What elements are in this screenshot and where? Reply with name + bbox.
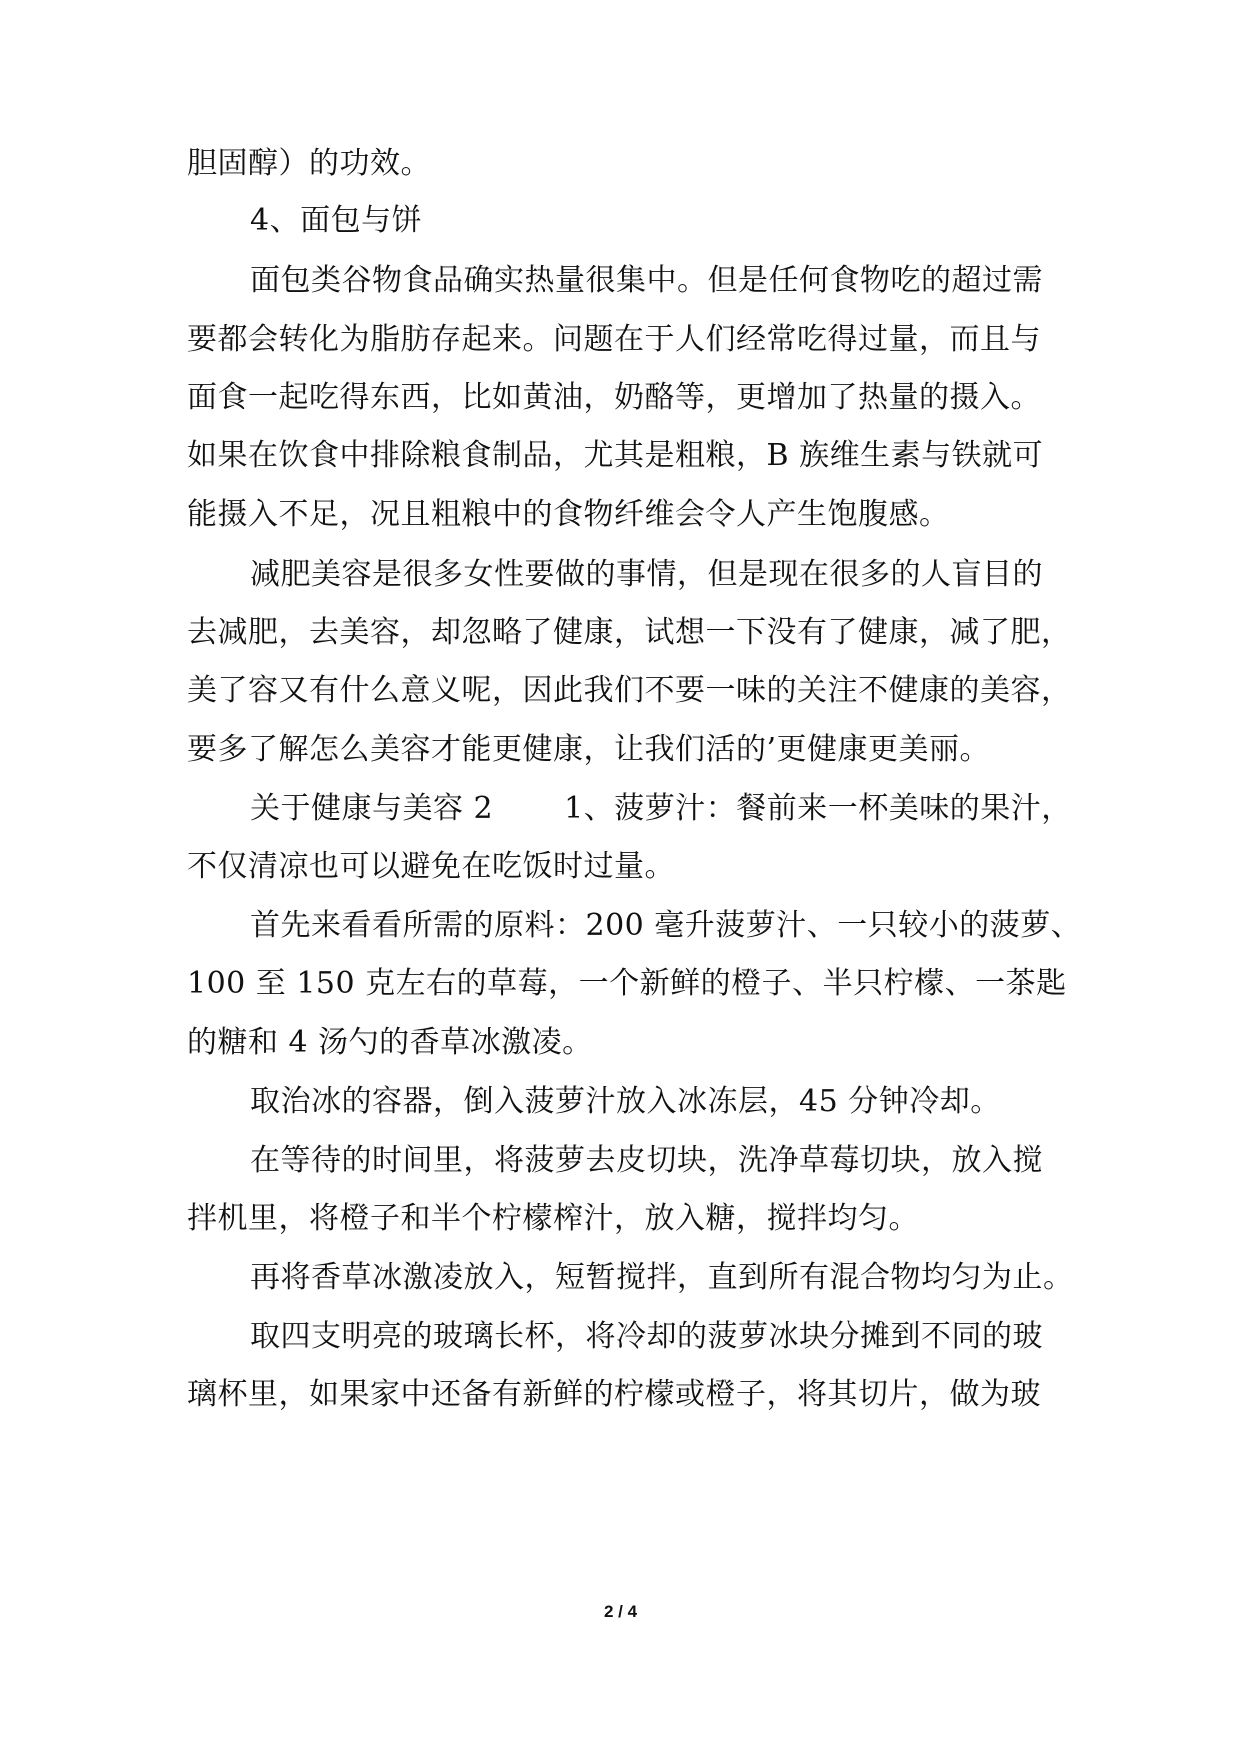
text-line: 璃杯里，如果家中还备有新鲜的柠檬或橙子，将其切片，做为玻 <box>187 1377 1041 1412</box>
text-line: 胆固醇）的功效。 <box>187 146 431 181</box>
text-line: 取治冰的容器，倒入菠萝汁放入冰冻层，45 分钟冷却。 <box>250 1084 1001 1119</box>
text-line: 面食一起吃得东西，比如黄油，奶酪等，更增加了热量的摄入。 <box>187 380 1041 415</box>
text-line: 在等待的时间里，将菠萝去皮切块，洗净草莓切块，放入搅 <box>250 1143 1043 1178</box>
text-line: 如果在饮食中排除粮食制品，尤其是粗粮，B 族维生素与铁就可 <box>187 438 1044 473</box>
text-line: 能摄入不足，况且粗粮中的食物纤维会令人产生饱腹感。 <box>187 497 950 532</box>
text-line: 不仅清凉也可以避免在吃饭时过量。 <box>187 849 675 884</box>
text-line: 取四支明亮的玻璃长杯，将冷却的菠萝冰块分摊到不同的玻 <box>250 1319 1043 1354</box>
text-line: 面包类谷物食品确实热量很集中。但是任何食物吃的超过需 <box>250 263 1043 298</box>
section-heading: 4、面包与饼 <box>250 203 423 238</box>
text-line: 要都会转化为脂肪存起来。问题在于人们经常吃得过量，而且与 <box>187 322 1041 357</box>
text-line: 关于健康与美容 2 1、菠萝汁：餐前来一杯美味的果汁， <box>250 791 1072 826</box>
text-line: 首先来看看所需的原料：200 毫升菠萝汁、一只较小的菠萝、 <box>250 908 1082 943</box>
page-number: 2 / 4 <box>603 1602 638 1621</box>
text-line: 要多了解怎么美容才能更健康，让我们活的’更健康更美丽。 <box>187 732 991 767</box>
text-line: 100 至 150 克左右的草莓，一个新鲜的橙子、半只柠檬、一茶匙 <box>187 966 1067 1001</box>
text-line: 美了容又有什么意义呢，因此我们不要一味的关注不健康的美容， <box>187 673 1072 708</box>
text-line: 的糖和 4 汤勺的香草冰激凌。 <box>187 1025 593 1060</box>
text-line: 减肥美容是很多女性要做的事情，但是现在很多的人盲目的 <box>250 557 1043 592</box>
text-line: 拌机里，将橙子和半个柠檬榨汁，放入糖，搅拌均匀。 <box>187 1201 919 1236</box>
text-line: 再将香草冰激凌放入，短暂搅拌，直到所有混合物均匀为止。 <box>250 1260 1074 1295</box>
text-line: 去减肥，去美容，却忽略了健康，试想一下没有了健康，减了肥， <box>187 615 1072 650</box>
